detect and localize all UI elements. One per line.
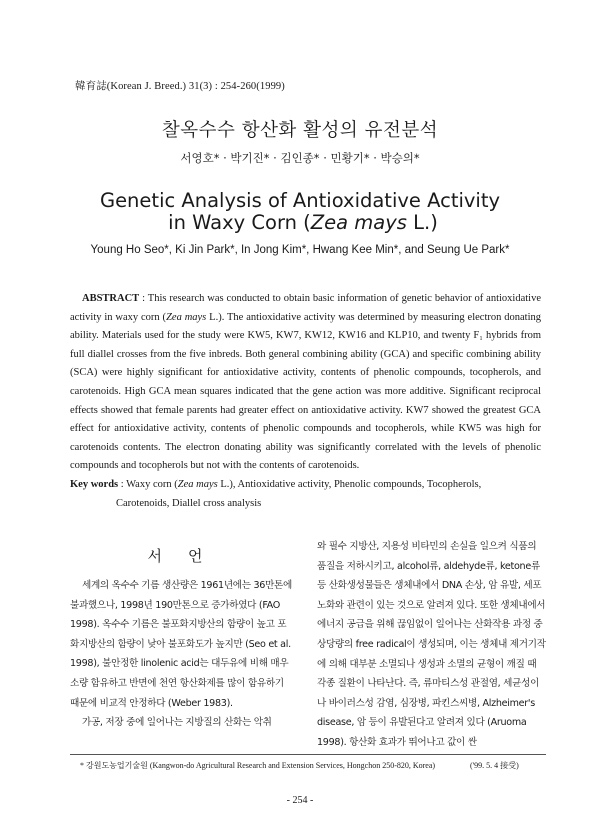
korean-authors: 서영호* · 박기진* · 김인종* · 민황기* · 박승의*: [180, 151, 420, 165]
abstract-text-1: : This research was conducted to obtain basic information of genetic behavior of antioxidative activity in waxy corn (: [70, 293, 541, 323]
section-heading: 서언: [147, 547, 229, 565]
abstract-species: Zea mays: [166, 311, 207, 323]
body-column-left: [70, 576, 295, 733]
right-paragraph-1: 와 필수 지방산, 지용성 비타민의 손실을 일으켜 식품의 품질을 저하시키고, alcohol류, aldehyde류, ketone류 등 산화생성물들은 생체내에서 DNA 손상, 암 유발, 세포 노화와 관련이 있는 것으로 알려져 있다. 또한 생체내에서 에너지 공급을 위해 끊임없이 일어나는 산화작용 과정 중 상당량의 free radical이 생성되며, 이는 생체내 제거기작에 의해 대부분 소멸되나 생성과 소멸의 균형이 깨질 때 각종 질환이 나타난다. 즉, 류마티스성 관절염, 세균성이나 바이러스성 감염, 심장병, 파킨스씨병, Alzheimer's disease, 암 등이 유발된다고 알려져 있다 (Aruoma 1998). 항산화 효과가 뛰어나고 값이 싼: [317, 541, 546, 748]
english-authors: Young Ho Seo*, Ki Jin Park*, In Jong Kim*, Hwang Kee Min*, and Seung Ue Park*: [90, 244, 510, 256]
english-title: [0, 190, 600, 234]
korean-title: 찰옥수수 항산화 활성의 유전분석: [161, 120, 439, 141]
keywords-text-2: L.), Antioxidative activity, Phenolic compounds, Tocopherols,: [217, 479, 482, 490]
keywords: [70, 476, 542, 513]
abstract: [70, 290, 541, 476]
english-title-line2: [0, 212, 600, 234]
footnote-affiliation: * 강원도농업기술원 (Kangwon-do Agricultural Research and Extension Services, Hongchon 250-820, Korea): [80, 761, 436, 770]
footnote-received-date: ('99. 5. 4 接受): [470, 761, 519, 770]
left-paragraph-1: 세계의 옥수수 기름 생산량은 1961년에는 36만톤에 불과했으나, 1998년 190만톤으로 증가하였다 (FAO 1998). 옥수수 기름은 불포화지방산의 함량이 높고 포화지방산의 함량이 낮아 불포화도가 높지만 (Seo et al. 1998), 불안정한 linolenic acid는 대두유에 비해 매우 소량 함유하고 반면에 천연 항산화제를 많이 함유하기 때문에 비교적 안정하다 (Weber 1983).: [70, 580, 292, 709]
left-paragraph-2: 가공, 저장 중에 일어나는 지방질의 산화는 악취: [82, 717, 272, 729]
keywords-line2: Carotenoids, Diallel cross analysis: [116, 497, 262, 509]
title-prefix: in Waxy Corn (: [168, 211, 311, 234]
abstract-label: ABSTRACT: [82, 293, 140, 304]
page-number: - 254 -: [286, 795, 314, 806]
keywords-label: Key words: [70, 479, 119, 490]
keywords-text-1: : Waxy corn (: [118, 479, 178, 490]
title-species: Zea mays: [310, 211, 407, 234]
footnote-rule: [70, 754, 546, 755]
english-title-line1: Genetic Analysis of Antioxidative Activity: [99, 189, 501, 212]
journal-citation: 韓育誌(Korean J. Breed.) 31(3) : 254-260(1999): [75, 81, 285, 92]
body-column-right: [317, 537, 546, 753]
abstract-text-2: L.). The antioxidative activity was determined by measuring electron donating ability. Materials used for the study were KW5, KW7, KW12, KW16 and KLP10, and twenty F₁ hybrids from full diallel crosses from the five inbreds. Both general combining ability (GCA) and specific combining ability (SCA) were highly significant for antioxidative activity, contents of phenolic compounds, tocopherols, and carotenoids. High GCA mean squares indicated that the gene action was more additive. Significant reciprocal effects showed that female parents had greater effect on antioxidative activity. KW7 showed the greatest GCA effect for antioxidative activity, contents of phenolic compounds and tocopherols, while KW5 was high for carotenoids contents. The electron donating ability was significantly correlated with the levels of phenolic compounds and tocopherols but not with the contents of carotenoids.: [70, 311, 541, 472]
title-suffix: L.): [406, 211, 438, 234]
keywords-species: Zea mays: [177, 479, 218, 490]
